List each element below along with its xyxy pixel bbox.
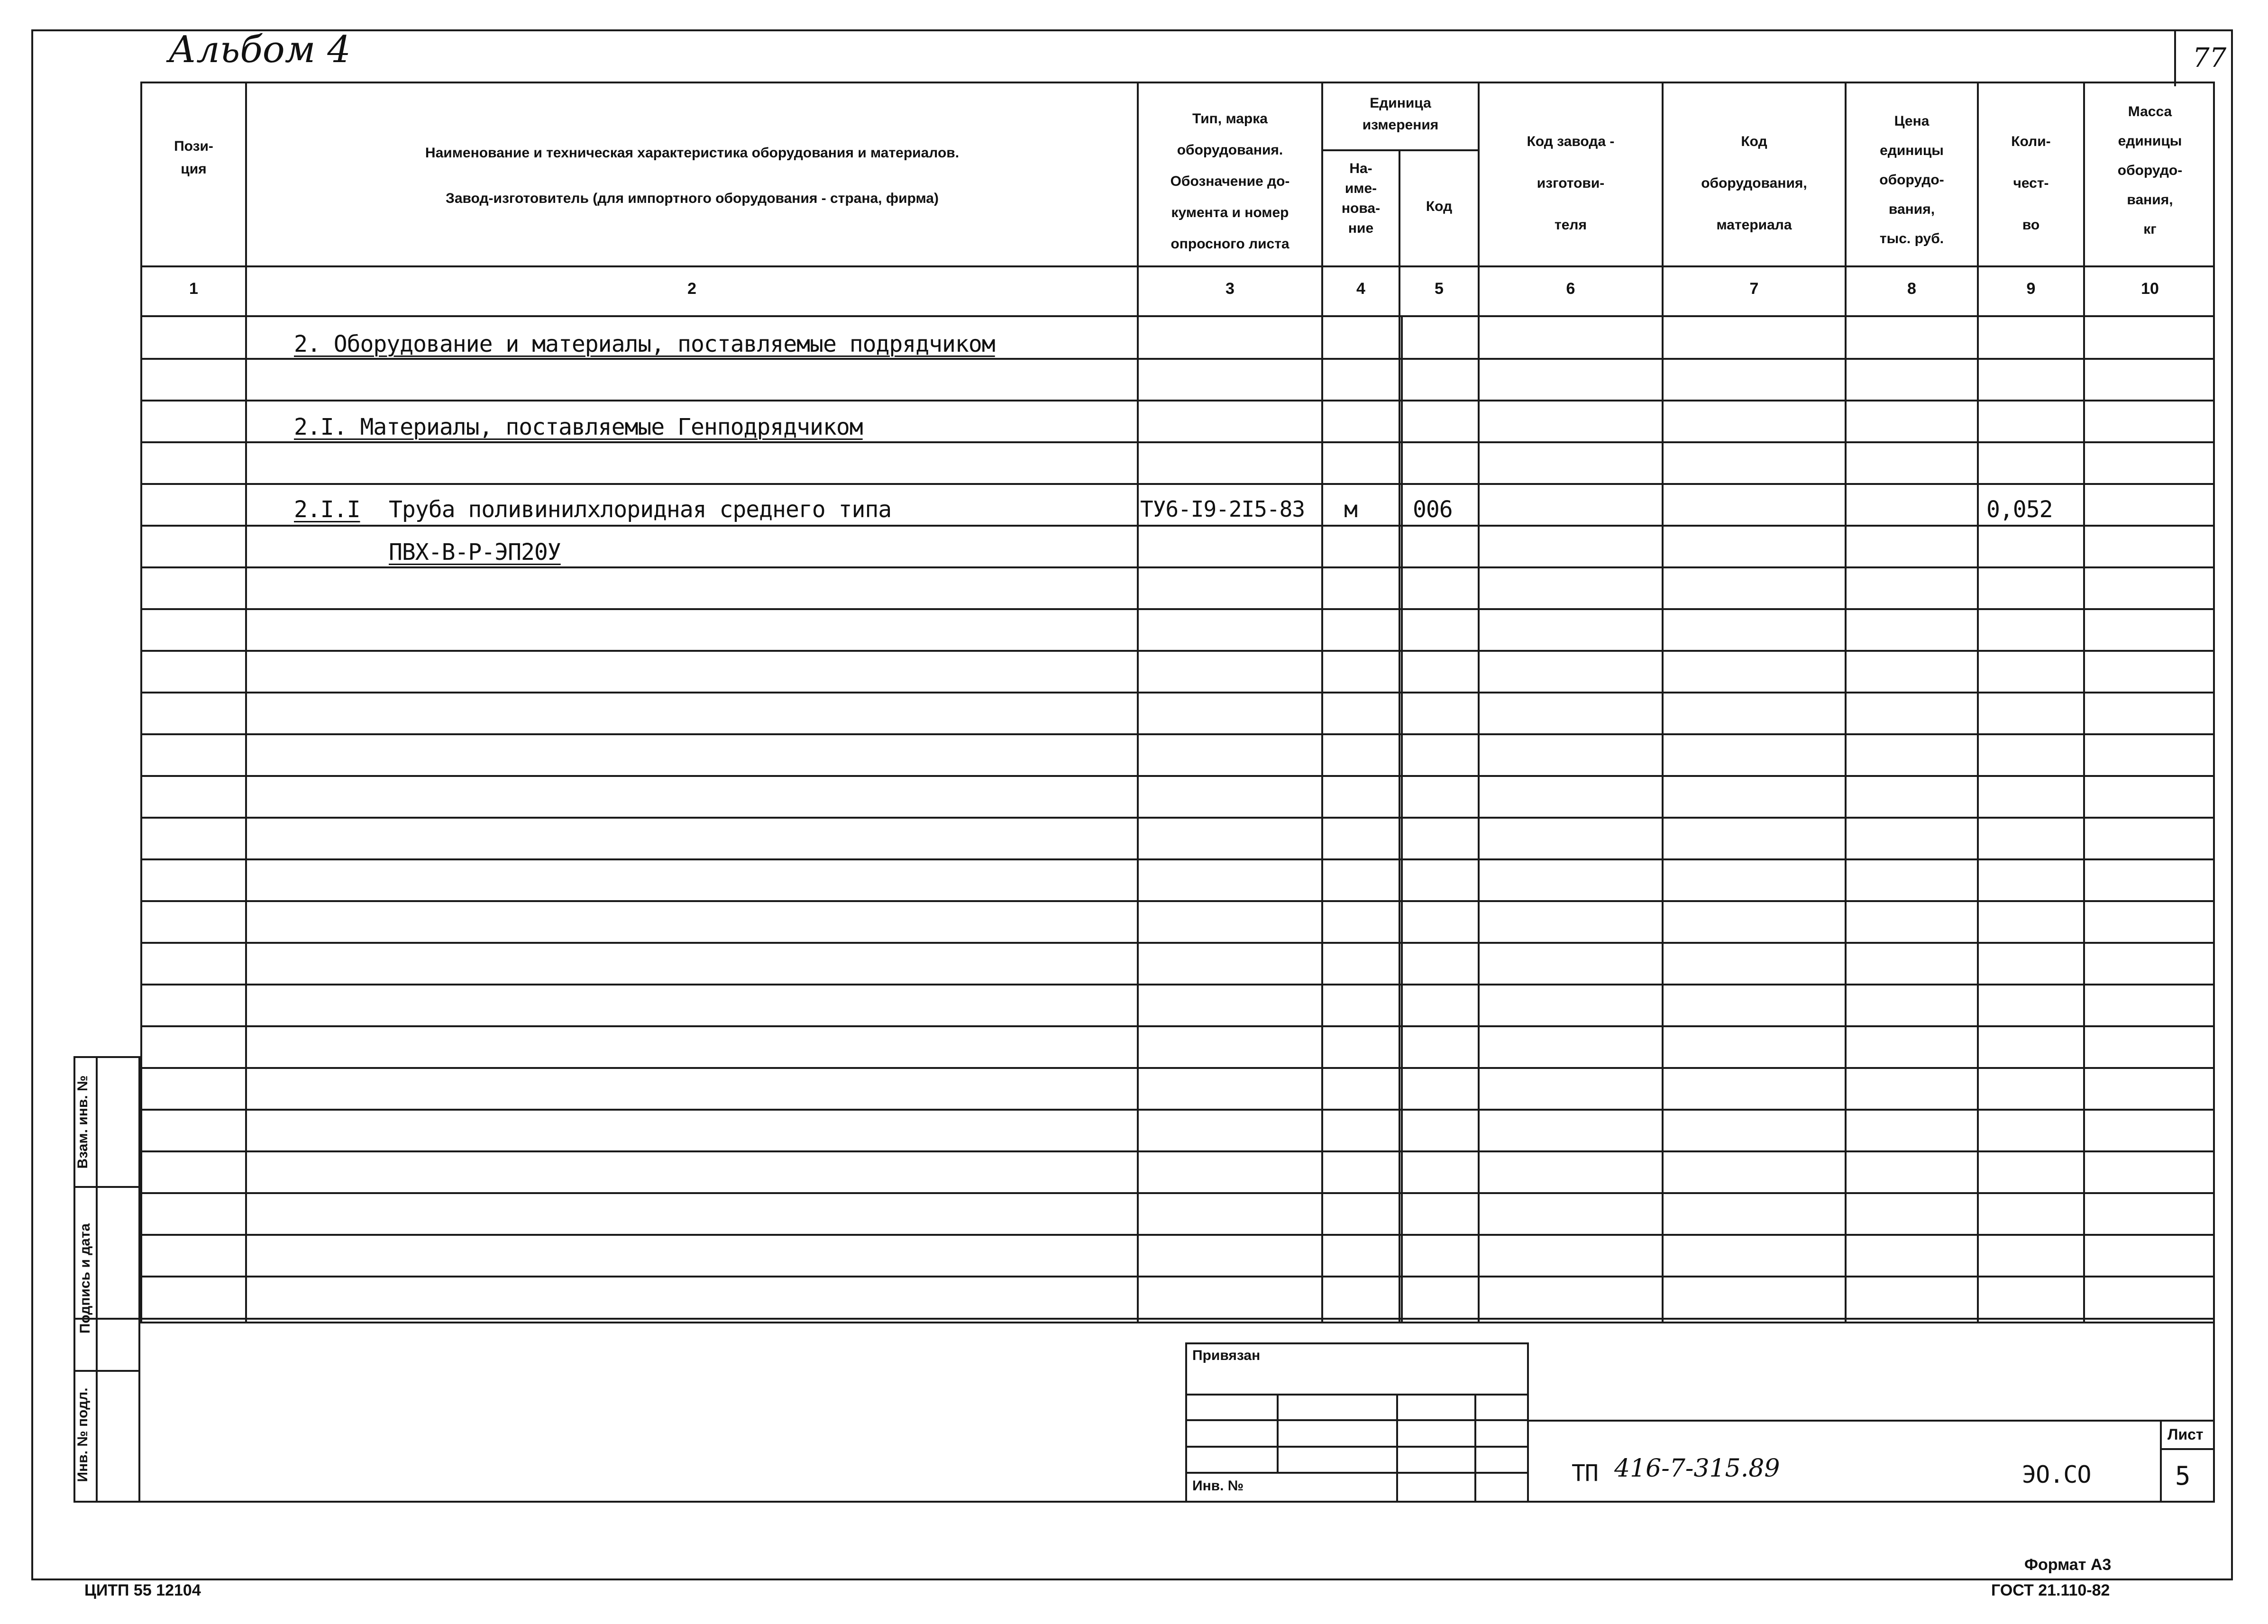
page-number: 77 [2193,43,2227,73]
item-name: Труба поливинилхлоридная среднего типа [389,496,892,523]
col-line-1 [245,82,247,1323]
sheet-label: Лист [2167,1426,2204,1443]
spec-table [140,82,2215,1323]
row-line [140,1150,2215,1152]
privyazan-line [1185,1446,1529,1448]
row-line [140,817,2215,819]
row-line [140,1234,2215,1236]
header-unit: Единица измерения [1362,95,1439,133]
header-bottom-line [140,265,2215,267]
col-line-8 [1977,82,1979,1323]
col-number: 10 [2141,280,2159,298]
doc-code: ЭО.СО [2022,1461,2091,1488]
row-line [140,942,2215,944]
row-line [140,525,2215,527]
col-line-7 [1845,82,1847,1323]
row-line [140,775,2215,777]
side-stamp-inv: Инв. № подл. [75,1387,91,1482]
row-line [140,608,2215,610]
row-line [140,650,2215,652]
item-position: 2.I.I [294,496,360,523]
col-line-3 [1321,82,1323,1323]
col-number: 2 [687,280,696,298]
header-mass: Масса единицы оборудо- вания, кг [2117,104,2183,237]
privyazan-col [1277,1394,1279,1472]
col-line-4 [1399,149,1400,1323]
privyazan-line [1185,1472,1529,1474]
privyazan-label: Привязан [1192,1348,1261,1363]
privyazan-line [1185,1394,1529,1396]
row-line [140,441,2215,443]
row-line [140,1067,2215,1069]
col-number: 5 [1435,280,1444,298]
col-number: 1 [189,280,198,298]
col-line-6 [1662,82,1664,1323]
row-line [140,400,2215,401]
page-number-divider [2174,29,2176,86]
stamp-line [1529,1420,2215,1422]
header-name: Наименование и техническая характеристика оборудования и материалов. Завод-изготовитель (для импортного оборудования - страна, фирма) [425,145,960,206]
row-line [140,358,2215,360]
header-position: Пози- ция [174,138,213,177]
side-stamp-podpis: Подпись и дата [77,1223,93,1334]
header-type: Тип, марка оборудования. Обозначение до- кумента и номер опросного листа [1170,111,1290,252]
footer-left: ЦИТП 55 12104 [84,1581,201,1599]
row-line [140,566,2215,568]
inv-no-label: Инв. № [1192,1478,1244,1494]
privyazan-col [1396,1394,1398,1503]
row-line [140,1025,2215,1027]
row-line [140,733,2215,735]
project-code: 416-7-315.89 [1614,1454,1780,1483]
row-line [140,1109,2215,1111]
title-block [73,1318,2215,1503]
album-title: Альбом 4 [168,28,351,71]
header-unit-name: На- име- нова- ние [1341,161,1381,236]
footer-gost: ГОСТ 21.110-82 [1991,1581,2110,1599]
section-2-title: 2. Оборудование и материалы, поставляемые подрядчиком [294,331,995,357]
sheet-box-line [2160,1448,2215,1450]
col-number: 8 [1907,280,1916,298]
col-line-9 [2083,82,2085,1323]
privyazan-line [1185,1419,1529,1421]
col-number: 4 [1356,280,1365,298]
row-line [140,858,2215,860]
privyazan-col [1474,1394,1476,1503]
header-unit-code: Код [1426,199,1453,214]
item-unit: м [1344,496,1357,523]
col-line-5 [1478,82,1480,1323]
header-factory-code: Код завода - изготови- теля [1527,134,1615,233]
project-code-prefix: ТП [1572,1460,1598,1487]
row-line [140,900,2215,902]
header-quantity: Коли- чест- во [2011,134,2051,233]
item-doc: ТУ6-I9-2I5-83 [1140,496,1305,522]
row-line [140,1276,2215,1277]
header-equipment-code: Код оборудования, материала [1701,134,1807,233]
col-number: 7 [1749,280,1759,298]
footer-format: Формат А3 [2024,1556,2112,1574]
col-line-4b [1401,315,1403,1323]
row-line [140,1192,2215,1194]
row-line [140,984,2215,985]
side-stamp-vzam: Взам. инв. № [75,1075,91,1169]
col-line-2 [1137,82,1139,1323]
section-2-1-title: 2.I. Материалы, поставляемые Генподрядчиком [294,414,863,440]
item-name-line2: ПВХ-В-Р-ЭП20У [389,539,561,566]
item-unit-code: 006 [1413,496,1453,523]
item-quantity: 0,052 [1986,496,2053,523]
row-line [140,692,2215,693]
col-number: 3 [1225,280,1235,298]
col-number: 6 [1566,280,1575,298]
sheet-number: 5 [2175,1461,2190,1491]
numbers-bottom-line [140,315,2215,317]
header-price: Цена единицы оборудо- вания, тыс. руб. [1879,113,1944,246]
col-number: 9 [2026,280,2036,298]
row-line [140,483,2215,485]
